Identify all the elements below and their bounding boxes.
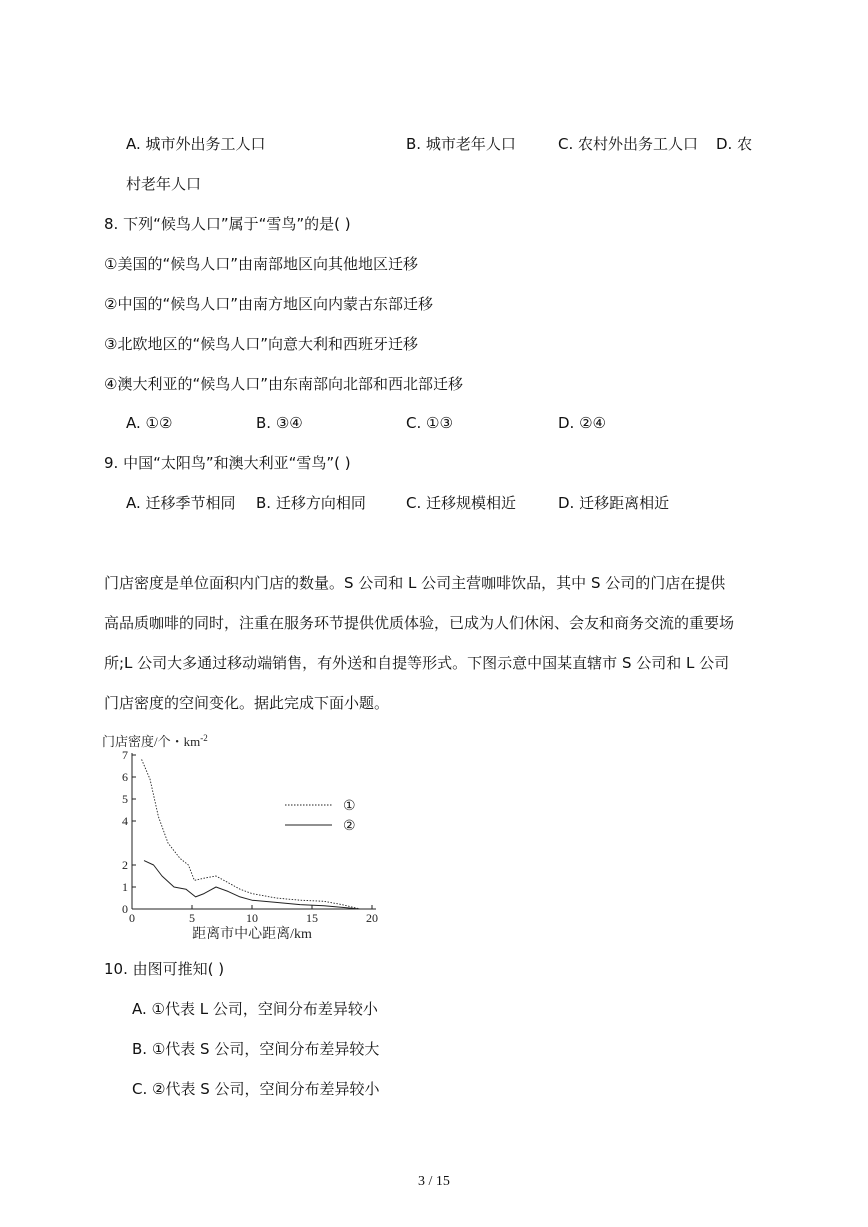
q8-option-b[interactable]: B. ③④ — [256, 414, 303, 432]
q7-option-d-continued: 村老年人口 — [126, 175, 202, 193]
y-axis-label: 门店密度/个・$km^{-2}$ — [102, 733, 208, 749]
passage-line-1: 门店密度是单位面积内门店的数量。S 公司和 L 公司主营咖啡饮品，其中 S 公司的门店在提供 — [104, 574, 726, 592]
question-10-stem: 10. 由图可推知( ) — [104, 960, 225, 978]
q8-item-3: ③北欧地区的“候鸟人口”向意大利和西班牙迁移 — [104, 335, 418, 353]
q9-option-a[interactable]: A. 迁移季节相同 — [126, 494, 236, 512]
question-8-stem: 8. 下列“候鸟人口”属于“雪鸟”的是( ) — [104, 215, 351, 233]
q8-item-2: ②中国的“候鸟人口”由南方地区向内蒙古东部迁移 — [104, 295, 433, 313]
x-tick-label: 5 — [189, 911, 195, 925]
y-tick-label: 6 — [122, 770, 128, 784]
q10-option-c[interactable]: C. ②代表 S 公司，空间分布差异较小 — [132, 1080, 380, 1098]
q7-option-b[interactable]: B. 城市老年人口 — [406, 135, 516, 153]
passage-line-3: 所;L 公司大多通过移动端销售，有外送和自提等形式。下图示意中国某直辖市 S 公司和 L 公司 — [104, 654, 730, 672]
q8-option-c[interactable]: C. ①③ — [406, 414, 453, 432]
y-tick-label: 4 — [122, 814, 128, 828]
legend-label-1: ① — [343, 799, 356, 814]
q8-option-d[interactable]: D. ②④ — [558, 414, 606, 432]
store-density-chart — [100, 728, 400, 943]
passage-line-2: 高品质咖啡的同时，注重在服务环节提供优质体验，已成为人们休闲、会友和商务交流的重要场 — [104, 614, 735, 632]
legend-label-2: ② — [343, 819, 356, 834]
q7-option-d[interactable]: D. 农 — [716, 135, 753, 153]
question-9-stem: 9. 中国“太阳鸟”和澳大利亚“雪鸟”( ) — [104, 454, 351, 472]
q8-item-4: ④澳大利亚的“候鸟人口”由东南部向北部和西北部迁移 — [104, 375, 463, 393]
x-tick-label: 0 — [129, 911, 135, 925]
q8-item-1: ①美国的“候鸟人口”由南部地区向其他地区迁移 — [104, 255, 418, 273]
q7-option-a[interactable]: A. 城市外出务工人口 — [126, 135, 266, 153]
x-tick-label: 10 — [246, 911, 258, 925]
y-tick-label: 2 — [122, 858, 128, 872]
y-tick-label: 1 — [122, 880, 128, 894]
passage-line-4: 门店密度的空间变化。据此完成下面小题。 — [104, 694, 390, 712]
q8-option-a[interactable]: A. ①② — [126, 414, 173, 432]
q9-option-d[interactable]: D. 迁移距离相近 — [558, 494, 670, 512]
y-tick-label: 5 — [122, 792, 128, 806]
q9-option-c[interactable]: C. 迁移规模相近 — [406, 494, 517, 512]
y-tick-label: 7 — [122, 748, 128, 762]
x-axis-label: 距离市中心距离/km — [192, 927, 312, 942]
y-tick-label: 0 — [122, 902, 128, 916]
x-tick-label: 15 — [306, 911, 318, 925]
q10-option-b[interactable]: B. ①代表 S 公司，空间分布差异较大 — [132, 1040, 380, 1058]
page-number: 3 / 15 — [418, 1174, 450, 1189]
x-tick-label: 20 — [366, 911, 378, 925]
q7-option-c[interactable]: C. 农村外出务工人口 — [558, 135, 699, 153]
q9-option-b[interactable]: B. 迁移方向相同 — [256, 494, 366, 512]
q10-option-a[interactable]: A. ①代表 L 公司，空间分布差异较小 — [132, 1000, 378, 1018]
